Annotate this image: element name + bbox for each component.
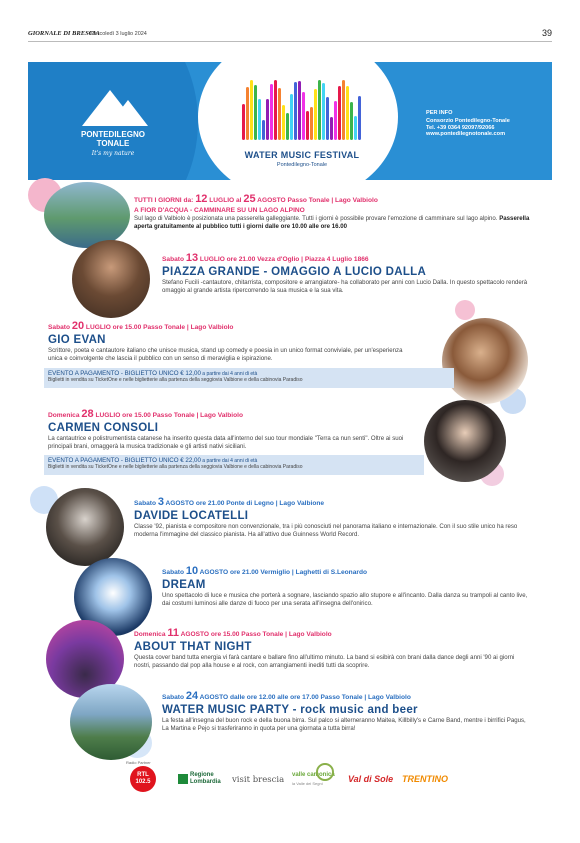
event-description: Classe '92, pianista e compositore non convenzionale, tra i più conosciuti nel panorama italiano e internazionale. Con il suo stile unico ha reso moderna l'immagine del classico pianista. Ha all'attivo due Guinness World Record. [134,523,518,538]
header-suffix: AGOSTO ore 15.00 Passo Tonale | Lago Valbiolo [179,631,332,638]
val-di-sole-logo: Val di Sole [348,774,394,784]
regione-lombardia-logo: Regione Lombardia [190,772,221,785]
header-suffix: AGOSTO Passo Tonale | Lago Valbiolo [255,197,378,204]
equalizer-bar [330,117,333,140]
equalizer-bar [290,94,293,140]
logo-name-line-1: PONTEDILEGNO [80,130,145,139]
equalizer-bar [286,113,289,140]
equalizer-bar [294,82,297,140]
event-title: GIO EVAN [48,334,106,346]
equalizer-bar [262,120,265,140]
event-description: Scrittore, poeta e cantautore italiano che unisce musica, stand up comedy e poesia in un unico format conviviale, per un'esperienza unica e coinvolgente che lascia il pubblico con un senso di meraviglia e ispirazione. [48,347,403,362]
mountain-icon-small [108,100,148,126]
equalizer-bar [350,102,353,140]
equalizer-bar [334,101,337,140]
equalizer-bar [266,99,269,140]
festival-logo [228,70,376,170]
ticket-price [48,457,420,464]
ticket-sales-note: Biglietti in vendita su TicketOne e nelle biglietterie alla partenza della seggiovia Valbione e della cabinovia Paradiso [48,377,303,383]
event-day-end: 25 [243,193,256,205]
equalizer-bar [282,105,285,140]
event-title: WATER MUSIC PARTY - rock music and beer [162,704,418,716]
ticket-sales-note: Biglietti in vendita su TicketOne e nelle biglietterie alla partenza della seggiovia Valbione e della cabinovia Paradiso [48,464,303,470]
event-lake-walkway [134,194,530,230]
ticket-price-text: EVENTO A PAGAMENTO - BIGLIETTO UNICO € 22,00 [48,457,201,464]
event-description: La cantautrice e polistrumentista catanese ha inserito questa data all'interno del suo tour mondiale "Terra ca nun senti". Oltre ai suoi principali brani, omaggerà la musica tradizionale e gli artisti nativi siciliani. [48,435,404,450]
event-title: DAVIDE LOCATELLI [134,510,249,522]
valle-camonica-logo: valle camonica [292,772,335,778]
header-prefix: Domenica [48,412,82,419]
header-prefix: TUTTI I GIORNI da: [134,197,196,204]
equalizer-bar [254,85,257,140]
equalizer-bar [326,97,329,140]
equalizer-bar [242,104,245,140]
header-suffix: LUGLIO ore 21.00 Vezza d'Oglio | Piazza 4 Luglio 1866 [198,256,369,263]
equalizer-bar [322,83,325,140]
header-prefix: Sabato [162,256,186,263]
ticket-age-note: a partire dai 4 anni di età [200,371,258,377]
equalizer-bar [298,81,301,140]
event-title: DREAM [162,579,206,591]
event-title: CARMEN CONSOLI [48,422,159,434]
ticket-price [48,370,450,377]
event-description: Stefano Fucili -cantautore, chitarrista, compositore e arrangiatore- ha collaborato per anni con Lucio Dalla. In questo spettacolo renderà omaggio al grande artista ripercorrendo la sua musica e la sua vita. [162,279,528,294]
event-gio-evan [48,321,416,362]
info-box [426,110,546,138]
event-day: 11 [167,627,179,639]
pontedilegno-logo [68,90,158,170]
stefano-fucili-photo [72,240,150,318]
header-prefix: Sabato [134,500,158,507]
masthead [28,28,552,42]
equalizer-bar [338,86,341,140]
header-prefix: Domenica [134,631,168,638]
radio-partner-caption: Radio Partner [126,760,151,765]
event-header [134,628,530,640]
festival-subtitle: Pontedilegno-Tonale [276,162,328,168]
equalizer-bar [318,80,321,140]
ticket-price-text: EVENTO A PAGAMENTO - BIGLIETTO UNICO € 12,00 [48,370,201,377]
header-prefix: Sabato [162,694,186,701]
event-header [48,321,416,333]
equalizer-bars-icon [242,70,362,140]
equalizer-bar [354,116,357,140]
page-number: 39 [541,28,552,38]
trentino-logo: TRENTINO [402,774,448,784]
event-description [134,215,530,230]
description-bold: Passerella aperta gratuitamente al pubblico tutti i giorni dalle ore 10.00 alle ore 16.00 [134,215,530,230]
gio-evan-photo [442,318,528,404]
event-day: 3 [157,496,164,508]
equalizer-bar [306,111,309,140]
equalizer-bar [278,88,281,140]
ticket-age-note: a partire dai 4 anni di età [200,458,258,464]
header-suffix: AGOSTO ore 21.00 Vermiglio | Laghetti di S.Leonardo [198,569,368,576]
info-org: Consorzio Pontedilegno-Tonale [426,118,510,125]
header-prefix: Sabato [162,569,186,576]
ticket-info-bar [44,455,424,475]
sponsor-logos [120,760,460,800]
decor-bubble [455,300,475,320]
logo-name-line-2: TONALE [96,139,130,148]
visit-brescia-logo: visit brescia [232,775,285,785]
event-day: 12 [195,193,208,205]
info-heading: PER INFO [426,110,453,116]
equalizer-bar [274,80,277,140]
event-about-that-night [134,628,530,669]
equalizer-bar [314,89,317,140]
equalizer-bar [270,84,273,140]
event-day: 20 [71,320,85,332]
equalizer-bar [342,80,345,140]
event-water-music-party [162,691,530,732]
header-prefix: Sabato [48,324,72,331]
carmen-consoli-photo [424,400,506,482]
event-header [134,497,530,509]
event-carmen-consoli [48,409,416,450]
event-day: 28 [81,408,94,420]
lake-walkway-photo [44,182,130,248]
header-month: LUGLIO al [207,197,244,204]
valle-camonica-icon [316,763,334,781]
event-title: PIAZZA GRANDE - OMAGGIO A LUCIO DALLA [162,266,427,278]
event-header [162,566,530,578]
event-subtitle: A FIOR D'ACQUA - CAMMINARE SU UN LAGO ALPINO [134,207,305,214]
regione-icon [178,774,188,784]
event-description: Uno spettacolo di luce e musica che porterà a sognare, lasciando spazio allo stupore e all'incanto. Dalla danza su trampoli al canto live, dai costumi luminosi alle danze di fuoco per una serata all'insegna dell'onirico. [162,592,528,607]
event-header [162,253,530,265]
event-header [48,409,416,421]
equalizer-bar [302,92,305,140]
event-description: Questa cover band tutta energia vi farà cantare e ballare fino all'ultimo minuto. La band si esibirà con brani dalla dance degli anni '90 ai giorni nostri, passando dal pop alla house e al rock, con arrangiamenti inediti tutti da scoprire. [134,654,515,669]
festival-title: WATER MUSIC FESTIVAL [244,150,360,160]
equalizer-bar [246,87,249,140]
event-header [134,194,530,206]
equalizer-bar [310,107,313,140]
valle-camonica-tagline: la Valle dei Segni [292,781,323,786]
info-web[interactable]: www.pontedilegnotonale.com [426,131,506,138]
header-suffix: LUGLIO ore 15.00 Passo Tonale | Lago Valbiolo [84,324,234,331]
logo-tagline: It's my nature [91,150,135,157]
description-text: Sul lago di Valbiolo è posizionata una passerella galleggiante. Tutti i giorni è possibile provare l'emozione di camminare sul lago alpino. [134,215,498,222]
info-tel: Tel. +39 0364 92097/92066 [426,124,495,131]
event-day: 10 [185,565,199,577]
issue-date: Mercoledì 3 luglio 2024 [90,31,147,37]
header-suffix: AGOSTO ore 21.00 Ponte di Legno | Lago Valbione [163,500,325,507]
event-day: 24 [185,690,199,702]
equalizer-bar [346,86,349,140]
equalizer-bar [258,99,261,140]
davide-locatelli-photo [46,488,124,566]
event-dream [162,566,530,607]
event-lucio-dalla [162,253,530,294]
event-header [162,691,530,703]
equalizer-bar [250,80,253,140]
event-davide-locatelli [134,497,530,538]
festival-banner [28,62,552,180]
header-suffix: AGOSTO dalle ore 12.00 alle ore 17.00 Passo Tonale | Lago Valbiolo [198,694,411,701]
logo-name [68,130,158,148]
event-description: La festa all'insegna del buon rock e della buona birra. Sul palco si alterneranno Maitea, Killbilly's e Carne Band, mentre i birrifici Pagus, La Martina e Pejo si trasferiranno in quota per una giornata a tutta birra! [162,717,526,732]
event-title: ABOUT THAT NIGHT [134,641,252,653]
newspaper-name: GIORNALE DI BRESCIA [28,30,100,37]
equalizer-bar [358,96,361,140]
rtl-logo: RTL 102.5 [130,766,156,792]
water-music-party-photo [70,684,152,760]
event-day: 13 [185,252,199,264]
ticket-info-bar [44,368,454,388]
header-suffix: LUGLIO ore 15.00 Passo Tonale | Lago Valbiolo [93,412,243,419]
